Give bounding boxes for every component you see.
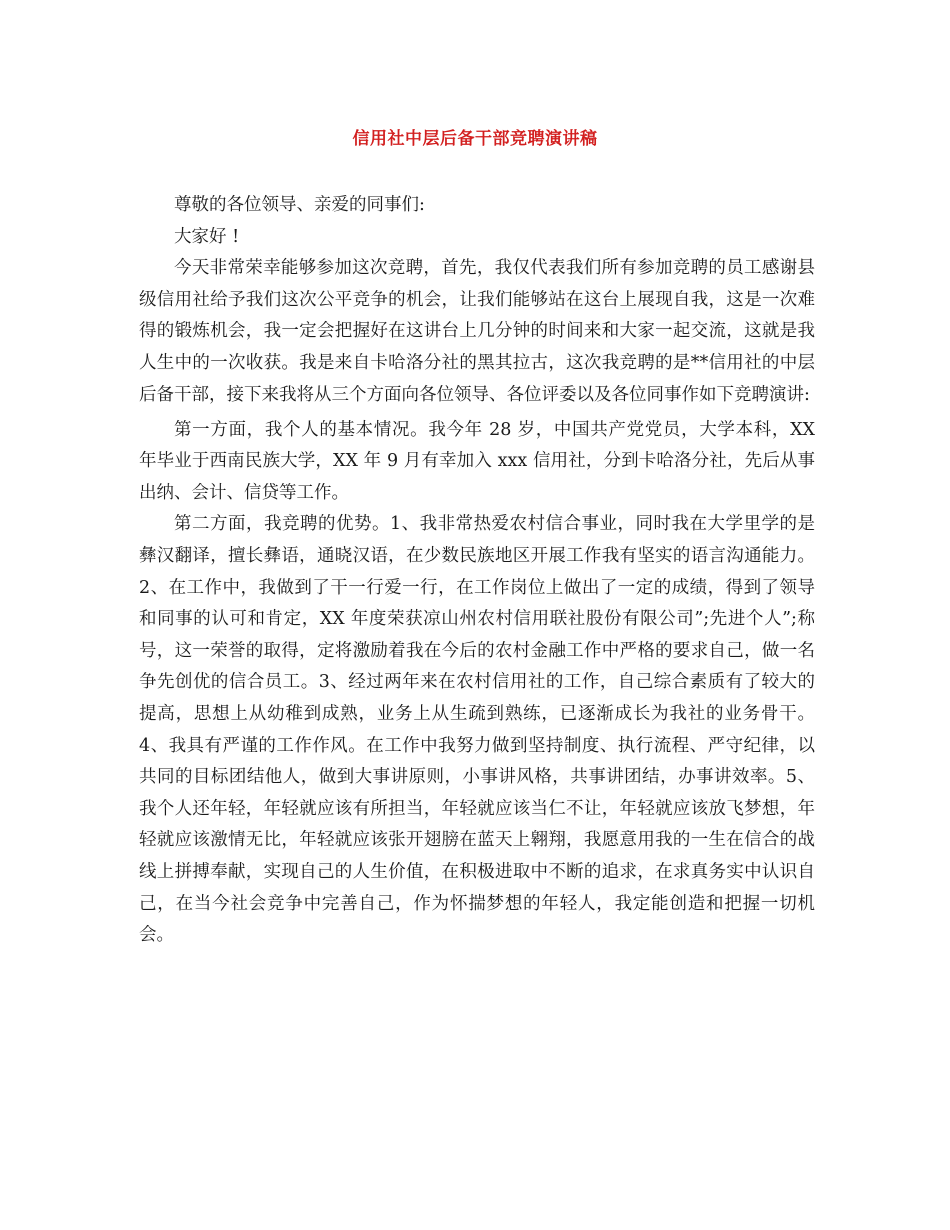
salutation: 尊敬的各位领导、亲爱的同事们:	[174, 195, 425, 215]
basic-info-paragraph: 第一方面，我个人的基本情况。我今年 28 岁，中国共产党党员，大学本科，XX 年毕业于西南民族大学，XX 年 9 月有幸加入 xxx 信用社，分到卡哈洛分社，先后从事出纳、会计、信贷等工作。	[139, 419, 815, 503]
document-body	[139, 190, 815, 952]
greeting: 大家好 !	[174, 226, 240, 247]
intro-paragraph: 今天非常荣幸能够参加这次竞聘，首先，我仅代表我们所有参加竞聘的员工感谢县级信用社给予我们这次公平竞争的机会，让我们能够站在这台上展现自我，这是一次难得的锻炼机会，我一定会把握好在这讲台上几分钟的时间来和大家一起交流，这就是我人生中的一次收获。我是来自卡哈洛分社的黑其拉古，这次我竞聘的是**信用社的中层后备干部，接下来我将从三个方面向各位领导、各位评委以及各位同事作如下竞聘演讲:	[139, 258, 815, 405]
document-title: 信用社中层后备干部竞聘演讲稿	[352, 129, 598, 149]
advantages-paragraph: 第二方面，我竞聘的优势。1、我非常热爱农村信合事业，同时我在大学里学的是彝汉翻译，擅长彝语，通晓汉语，在少数民族地区开展工作我有坚实的语言沟通能力。2、在工作中，我做到了干一行爱一行，在工作岗位上做出了一定的成绩，得到了领导和同事的认可和肯定，XX 年度荣获凉山州农村信用联社股份有限公司”;先进个人”;称号，这一荣誉的取得，定将激励着我在今后的农村金融工作中严格的要求自己，做一名争先创优的信合员工。3、经过两年来在农村信用社的工作，自己综合素质有了较大的提高，思想上从幼稚到成熟，业务上从生疏到熟练，已逐渐成长为我社的业务骨干。4、我具有严谨的工作作风。在工作中我努力做到坚持制度、执行流程、严守纪律，以共同的目标团结他人，做到大事讲原则，小事讲风格，共事讲团结，办事讲效率。5、我个人还年轻，年轻就应该有所担当，年轻就应该当仁不让，年轻就应该放飞梦想，年轻就应该激情无比，年轻就应该张开翅膀在蓝天上翱翔，我愿意用我的一生在信合的战线上拼搏奉献，实现自己的人生价值，在积极进取中不断的追求，在求真务实中认识自己，在当今社会竞争中完善自己，作为怀揣梦想的年轻人，我定能创造和把握一切机会。	[139, 514, 815, 946]
